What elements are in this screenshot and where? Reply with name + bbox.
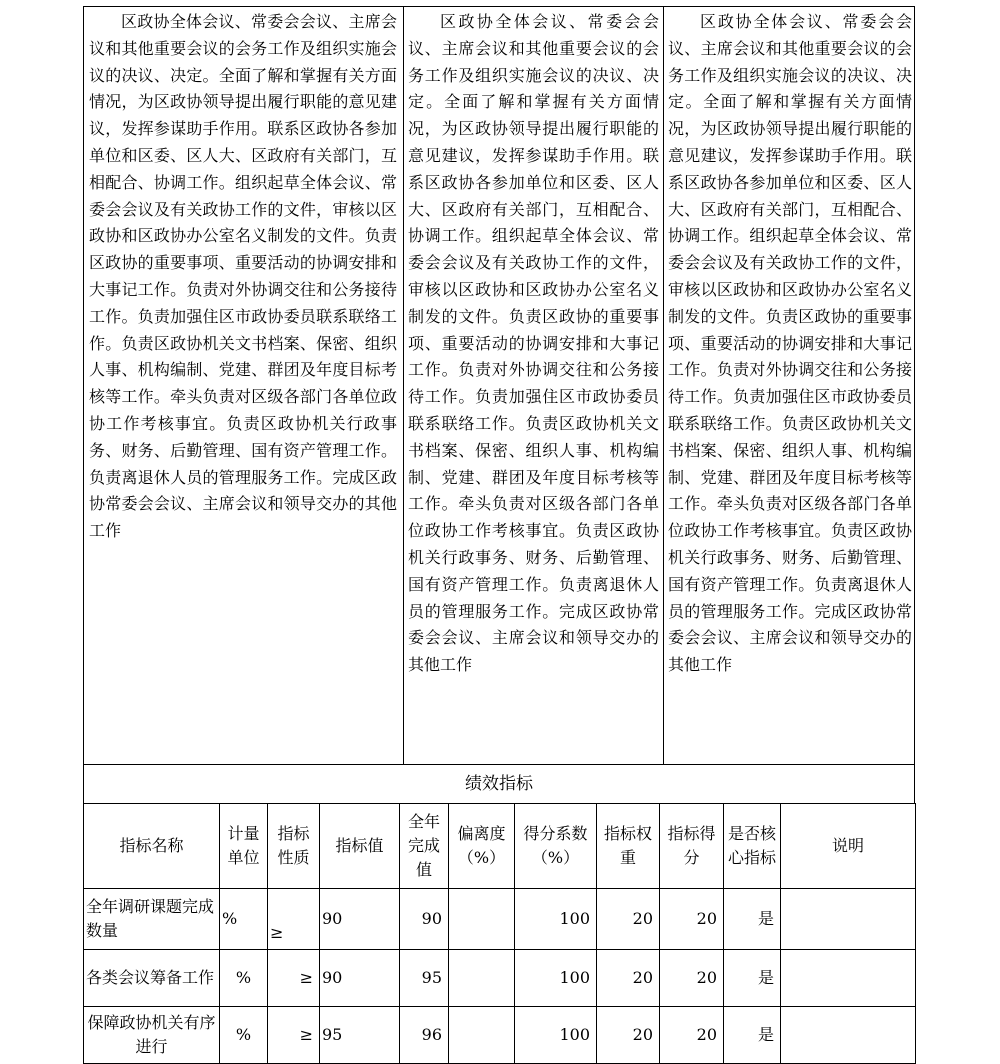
header-nature: 指标性质 [268, 804, 320, 889]
header-coefficient: 得分系数（%） [515, 804, 597, 889]
cell-actual: 90 [400, 889, 449, 950]
cell-indicator-name: 保障政协机关有序进行 [84, 1007, 220, 1064]
duties-text: 区政协全体会议、常委会会议、主席会议和其他重要会议的会务工作及组织实施会议的决议、决定。全面了解和掌握有关方面情况，为区政协领导提出履行职能的意见建议，发挥参谋助手作用。联系区政协各参加单位和区委、区人大、区政府有关部门，互相配合、协调工作。组织起草全体会议、常委会会议及有关政协工作的文件，审核以区政协和区政协办公室名义制发的文件。负责区政协的重要事项、重要活动的协调安排和大事记工作。负责对外协调交往和公务接待工作。负责加强住区市政协委员联系联络工作。负责区政协机关文书档案、保密、组织人事、机构编制、党建、群团及年度目标考核等工作。牵头负责对区级各部门各单位政协工作考核事宜。负责区政协机关行政事务、财务、后勤管理、国有资产管理工作。负责离退休人员的管理服务工作。完成区政协常委会会议、主席会议和领导交办的其他工作 [668, 12, 912, 675]
table-row [84, 950, 916, 1007]
duties-text: 区政协全体会议、常委会会议、主席会议和其他重要会议的会务工作及组织实施会议的决议、决定。全面了解和掌握有关方面情况，为区政协领导提出履行职能的意见建议，发挥参谋助手作用。联系区政协各参加单位和区委、区人大、区政府有关部门，互相配合、协调工作。组织起草全体会议、常委会会议及有关政协工作的文件，审核以区政协和区政协办公室名义制发的文件。负责区政协的重要事项、重要活动的协调安排和大事记工作。负责对外协调交往和公务接待工作。负责加强住区市政协委员联系联络工作。负责区政协机关文书档案、保密、组织人事、机构编制、党建、群团及年度目标考核等工作。牵头负责对区级各部门各单位政协工作考核事宜。负责区政协机关行政事务、财务、后勤管理、国有资产管理工作。负责离退休人员的管理服务工作。完成区政协常委会会议、主席会议和领导交办的其他工作 [89, 12, 397, 541]
duties-column-2 [403, 7, 663, 764]
duties-column-1 [84, 7, 403, 764]
duties-column-3 [663, 7, 914, 764]
cell-nature: ≥ [268, 1007, 320, 1064]
cell-target: 90 [320, 889, 400, 950]
cell-deviation [449, 1007, 515, 1064]
cell-weight: 20 [597, 889, 660, 950]
cell-note [781, 1007, 916, 1064]
table-header-row [84, 804, 916, 889]
document-page [83, 6, 915, 1056]
cell-unit: % [220, 889, 268, 950]
cell-coefficient: 100 [515, 1007, 597, 1064]
performance-title: 绩效指标 [83, 764, 915, 804]
header-target: 指标值 [320, 804, 400, 889]
performance-table [83, 803, 916, 1064]
duties-section [83, 6, 915, 765]
cell-note [781, 889, 916, 950]
cell-nature: ≥ [268, 889, 320, 950]
cell-core: 是 [724, 889, 781, 950]
cell-score: 20 [660, 950, 724, 1007]
cell-deviation [449, 889, 515, 950]
header-note: 说明 [781, 804, 916, 889]
cell-coefficient: 100 [515, 889, 597, 950]
cell-actual: 95 [400, 950, 449, 1007]
cell-target: 95 [320, 1007, 400, 1064]
header-actual: 全年完成值 [400, 804, 449, 889]
header-core: 是否核心指标 [724, 804, 781, 889]
cell-target: 90 [320, 950, 400, 1007]
duties-text: 区政协全体会议、常委会会议、主席会议和其他重要会议的会务工作及组织实施会议的决议、决定。全面了解和掌握有关方面情况，为区政协领导提出履行职能的意见建议，发挥参谋助手作用。联系区政协各参加单位和区委、区人大、区政府有关部门，互相配合、协调工作。组织起草全体会议、常委会会议及有关政协工作的文件，审核以区政协和区政协办公室名义制发的文件。负责区政协的重要事项、重要活动的协调安排和大事记工作。负责对外协调交往和公务接待工作。负责加强住区市政协委员联系联络工作。负责区政协机关文书档案、保密、组织人事、机构编制、党建、群团及年度目标考核等工作。牵头负责对区级各部门各单位政协工作考核事宜。负责区政协机关行政事务、财务、后勤管理、国有资产管理工作。负责离退休人员的管理服务工作。完成区政协常委会会议、主席会议和领导交办的其他工作 [408, 12, 659, 675]
header-unit: 计量单位 [220, 804, 268, 889]
cell-weight: 20 [597, 1007, 660, 1064]
header-indicator-name: 指标名称 [84, 804, 220, 889]
cell-score: 20 [660, 889, 724, 950]
cell-unit: % [220, 950, 268, 1007]
header-deviation: 偏离度（%） [449, 804, 515, 889]
cell-actual: 96 [400, 1007, 449, 1064]
cell-score: 20 [660, 1007, 724, 1064]
cell-note [781, 950, 916, 1007]
cell-coefficient: 100 [515, 950, 597, 1007]
cell-weight: 20 [597, 950, 660, 1007]
table-row [84, 889, 916, 950]
cell-indicator-name: 各类会议筹备工作 [84, 950, 220, 1007]
header-weight: 指标权重 [597, 804, 660, 889]
cell-nature: ≥ [268, 950, 320, 1007]
header-score: 指标得分 [660, 804, 724, 889]
cell-core: 是 [724, 1007, 781, 1064]
cell-deviation [449, 950, 515, 1007]
cell-indicator-name: 全年调研课题完成数量 [84, 889, 220, 950]
cell-core: 是 [724, 950, 781, 1007]
cell-unit: % [220, 1007, 268, 1064]
table-row [84, 1007, 916, 1064]
